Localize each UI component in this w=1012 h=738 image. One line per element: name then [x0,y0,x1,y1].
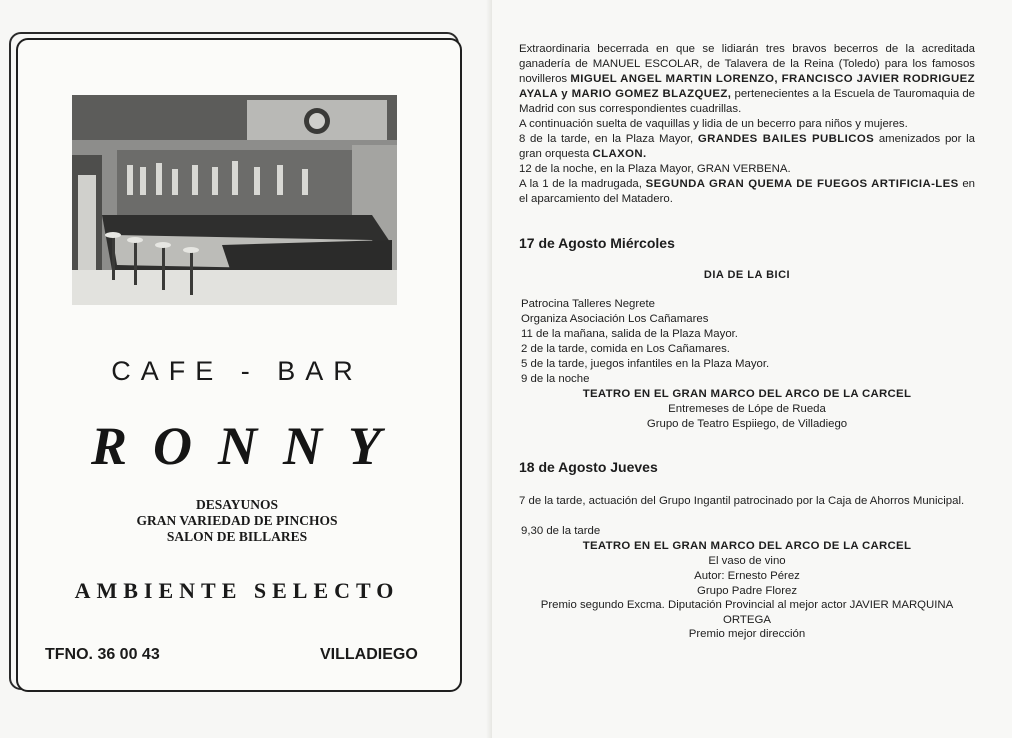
left-page [0,0,492,738]
ad-heading: CAFE - BAR [111,356,363,386]
day18-prize-actor: Premio segundo Excma. Diputación Provincial al mejor actor JAVIER MARQUINA ORTEGA [540,599,954,626]
day18-paragraph: 7 de la tarde, actuación del Grupo Ingantil patrocinado por la Caja de Ahorros Municipal. [519,495,965,507]
day18-play: El vaso de vino [708,555,786,567]
ad-service-item: DESAYUNOS [195,497,279,512]
intro-text: pertenecientes a la Escuela de Tauromaquia de Madrid con sus correspondientes cuadrillas. [519,88,976,115]
ad-phone: TFNO. 36 00 43 [45,646,160,663]
day18-prize-direction: Premio mejor dirección [688,628,806,640]
ad-slogan: AMBIENTE SELECTO [74,578,400,603]
intro-line: A continuación suelta de vaquillas y lidia de un becerro para niños y mujeres. [519,118,908,130]
day17-play: Entremeses de Lópe de Rueda [668,403,826,415]
day18-company: Grupo Padre Florez [696,585,798,597]
schedule-line: 11 de la mañana, salida de la Plaza Mayor. [521,328,738,340]
bar-interior-photo-illustration [72,95,397,305]
ad-services-list [16,497,458,545]
ad-service-item: GRAN VARIEDAD DE PINCHOS [136,513,338,528]
novilleros-names: MIGUEL ANGEL MARTIN LORENZO, FRANCISCO JAVIER RODRIGUEZ AYALA y MARIO GOMEZ BLAZQUEZ, [519,73,976,100]
schedule-line: 2 de la tarde, comida en Los Cañamares. [521,343,730,355]
intro-line: 12 de la noche, en la Plaza Mayor, GRAN VERBENA. [519,163,791,175]
ad-service-item: SALON DE BILLARES [166,529,308,544]
ad-town: VILLADIEGO [320,646,418,663]
intro-text: A la 1 de la madrugada, [519,178,646,190]
day18-time: 9,30 de la tarde [521,525,601,537]
intro-program-text [519,42,975,207]
schedule-line: 9 de la noche [521,373,590,385]
day17-schedule [521,297,769,387]
ad-business-name: RONNY [91,416,407,476]
schedule-line: Organiza Asociación Los Cañamares [521,313,709,325]
day18-theatre: TEATRO EN EL GRAN MARCO DEL ARCO DE LA CARCEL [582,540,912,552]
day17-company: Grupo de Teatro Espiiego, de Villadiego [646,418,848,430]
day17-subtitle: DIA DE LA BICI [703,269,791,281]
intro-text: amenizados por la gran orquesta [519,133,976,160]
day17-theatre: TEATRO EN EL GRAN MARCO DEL ARCO DE LA CARCEL [582,388,912,400]
intro-text: en el aparcamiento del Matadero. [519,178,975,205]
bold-event: GRANDES BAILES PUBLICOS [697,133,875,145]
bold-event: CLAXON. [592,148,647,160]
intro-text: 8 de la tarde, en la Plaza Mayor, [519,133,698,145]
day17-title: 17 de Agosto Miércoles [519,235,675,251]
schedule-line: Patrocina Talleres Negrete [521,298,656,310]
bold-event: SEGUNDA GRAN QUEMA DE FUEGOS ARTIFICIA-LES [645,178,959,190]
day18-author: Autor: Ernesto Pérez [694,570,800,582]
bar-interior-photo [72,95,397,305]
day18-title: 18 de Agosto Jueves [519,459,658,475]
intro-paragraph [519,42,975,117]
intro-line [519,177,975,207]
intro-line [519,132,975,162]
schedule-line: 5 de la tarde, juegos infantiles en la Plaza Mayor. [521,358,770,370]
intro-text: Extraordinaria becerrada en que se lidiarán tres bravos becerros de la acreditada ganadería de MANUEL ESCOLAR, de Talavera de la Reina (Toledo) para los famosos novilleros [519,43,975,85]
